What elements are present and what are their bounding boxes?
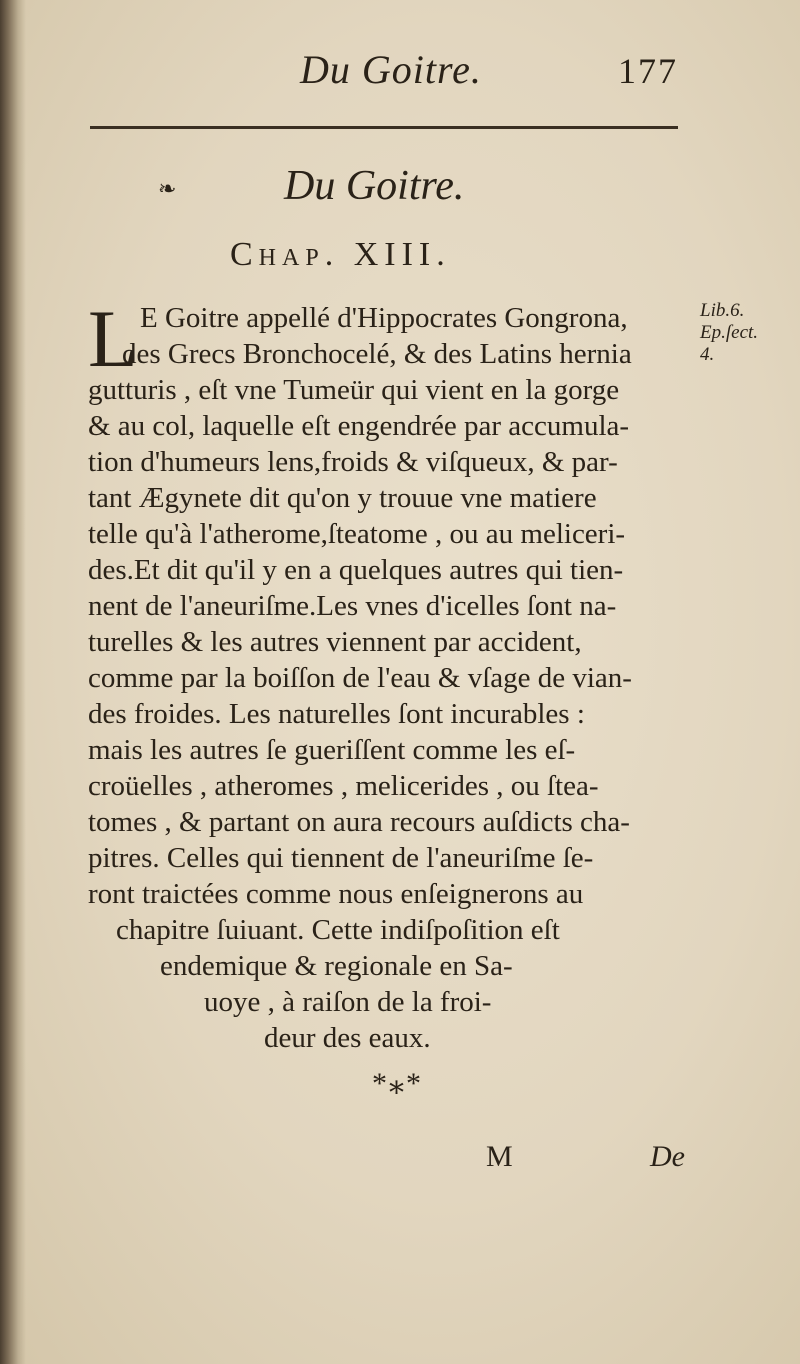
text-line: uoye , à raiſon de la froi-: [204, 986, 492, 1018]
text-line: & au col, laquelle eſt engendrée par accumula-: [88, 410, 630, 442]
margin-note-line: Ep.ſect.: [700, 322, 759, 343]
signature-mark: M: [486, 1140, 513, 1173]
text-line: endemique & regionale en Sa-: [160, 950, 513, 982]
text-line: ront traictées comme nous enſeignerons au: [88, 878, 584, 910]
text-line: tomes , & partant on aura recours auſdicts cha-: [88, 806, 630, 838]
margin-note-line: 4.: [700, 344, 715, 365]
margin-note-line: Lib.6.: [700, 300, 745, 321]
text-line: chapitre ſuiuant. Cette indiſpoſition eſt: [116, 914, 560, 946]
text-line: des.Et dit qu'il y en a quelques autres qui tien-: [88, 554, 624, 586]
fleuron-ornament-icon: ❧: [158, 176, 179, 201]
running-head: [90, 40, 690, 100]
page-number: 177: [618, 51, 678, 91]
margin-note: [700, 300, 796, 366]
text-line: des froides. Les naturelles ſont incurables :: [88, 698, 585, 730]
asterism: *⁎*: [372, 1067, 423, 1100]
text-line: comme par la boiſſon de l'eau & vſage de vian-: [88, 662, 632, 694]
text-line: gutturis , eſt vne Tumeür qui vient en la gorge: [88, 374, 620, 406]
text-line: pitres. Celles qui tiennent de l'aneuriſme ſe-: [88, 842, 594, 874]
text-line: tant Ægynete dit qu'on y trouue vne matiere: [88, 482, 597, 514]
text-line: mais les autres ſe gueriſſent comme les eſ-: [88, 734, 576, 766]
section-title: Du Goitre.: [284, 163, 465, 209]
text-line: deur des eaux.: [264, 1022, 431, 1054]
catchword: De: [650, 1140, 685, 1173]
text-line: E Goitre appellé d'Hippocrates Gongrona,: [140, 302, 628, 334]
text-line: telle qu'à l'atherome,ſteatome , ou au meliceri-: [88, 518, 626, 550]
header-rule: [90, 126, 678, 129]
chapter-heading: Chap. XIII.: [230, 236, 451, 273]
text-line: turelles & les autres viennent par accident,: [88, 626, 582, 658]
drop-cap: L: [88, 293, 139, 384]
text-line: croüelles , atheromes , melicerides , ou ſtea-: [88, 770, 599, 802]
text-line: nent de l'aneuriſme.Les vnes d'icelles ſont na-: [88, 590, 617, 622]
binding-edge: [0, 0, 26, 1364]
text-line: des Grecs Bronchocelé, & des Latins hernia: [122, 338, 632, 370]
text-line: tion d'humeurs lens,froids & viſqueux, & par-: [88, 446, 618, 478]
running-title: Du Goitre.: [300, 47, 482, 92]
